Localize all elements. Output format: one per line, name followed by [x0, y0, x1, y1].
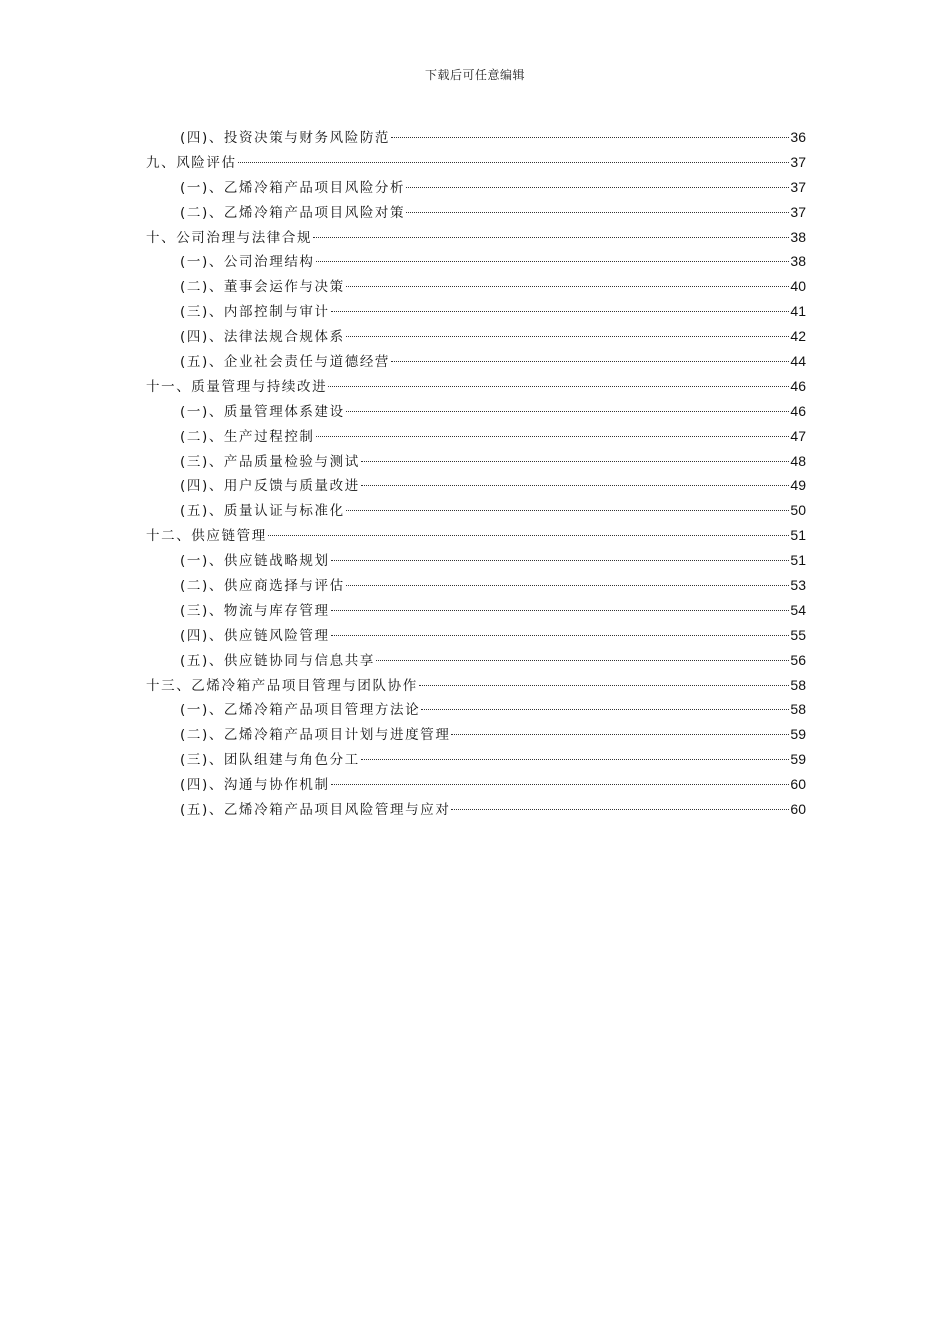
- toc-section-entry[interactable]: [146, 473, 806, 498]
- toc-section-entry[interactable]: [146, 548, 806, 573]
- toc-page-number: 58: [790, 701, 806, 718]
- toc-entry-title: 十一、质量管理与持续改进: [146, 378, 328, 395]
- toc-entry-title: (二)、供应商选择与评估: [180, 578, 345, 595]
- toc-page-number: 41: [790, 303, 806, 320]
- toc-dot-leader: [331, 635, 790, 636]
- toc-dot-leader: [268, 535, 790, 536]
- toc-dot-leader: [346, 286, 790, 287]
- toc-section-entry[interactable]: [146, 573, 806, 598]
- toc-chapter-entry[interactable]: [146, 673, 806, 698]
- toc-dot-leader: [361, 485, 790, 486]
- toc-dot-leader: [451, 809, 789, 810]
- toc-chapter-entry[interactable]: [146, 150, 806, 175]
- toc-entry-title: (四)、投资决策与财务风险防范: [180, 130, 391, 146]
- toc-entry-title: (五)、企业社会责任与道德经营: [180, 354, 391, 371]
- toc-section-entry[interactable]: [146, 722, 806, 747]
- toc-entry-title: (三)、产品质量检验与测试: [180, 453, 360, 470]
- toc-section-entry[interactable]: [146, 349, 806, 374]
- toc-page-number: 60: [790, 776, 806, 793]
- toc-section-entry[interactable]: [146, 299, 806, 324]
- toc-page-number: 58: [790, 676, 806, 693]
- toc-section-entry[interactable]: [146, 125, 806, 150]
- toc-entry-title: (一)、乙烯冷箱产品项目风险分析: [180, 179, 406, 196]
- toc-page-number: 59: [790, 751, 806, 768]
- toc-page-number: 37: [790, 178, 806, 195]
- toc-dot-leader: [328, 386, 789, 387]
- toc-entry-title: (五)、乙烯冷箱产品项目风险管理与应对: [180, 802, 451, 819]
- toc-section-entry[interactable]: [146, 324, 806, 349]
- toc-page-number: 40: [790, 278, 806, 295]
- toc-entry-title: (三)、内部控制与审计: [180, 304, 330, 321]
- toc-dot-leader: [406, 187, 789, 188]
- toc-page-number: 49: [790, 477, 806, 494]
- toc-section-entry[interactable]: [146, 200, 806, 225]
- toc-section-entry[interactable]: [146, 648, 806, 673]
- toc-section-entry[interactable]: [146, 249, 806, 274]
- toc-entry-title: (四)、用户反馈与质量改进: [180, 478, 360, 495]
- toc-entry-title: (二)、乙烯冷箱产品项目风险对策: [180, 204, 406, 221]
- toc-page-number: 56: [790, 651, 806, 668]
- toc-section-entry[interactable]: [146, 623, 806, 648]
- toc-entry-title: (五)、质量认证与标准化: [180, 503, 345, 520]
- toc-entry-title: (二)、生产过程控制: [180, 428, 315, 445]
- toc-page-number: 51: [790, 527, 806, 544]
- toc-dot-leader: [313, 237, 789, 238]
- toc-entry-title: 十三、乙烯冷箱产品项目管理与团队协作: [146, 677, 418, 694]
- toc-entry-title: 十、公司治理与法律合规: [146, 229, 313, 246]
- toc-page-number: 48: [790, 452, 806, 469]
- toc-entry-title: (五)、供应链协同与信息共享: [180, 652, 375, 669]
- toc-entry-title: (一)、质量管理体系建设: [180, 403, 345, 420]
- toc-dot-leader: [316, 261, 790, 262]
- toc-page-number: 47: [790, 427, 806, 444]
- toc-page-number: 55: [790, 626, 806, 643]
- toc-dot-leader: [346, 411, 790, 412]
- toc-dot-leader: [331, 311, 790, 312]
- toc-chapter-entry[interactable]: [146, 523, 806, 548]
- toc-dot-leader: [331, 610, 790, 611]
- toc-dot-leader: [361, 759, 790, 760]
- toc-dot-leader: [346, 585, 790, 586]
- toc-dot-leader: [331, 560, 790, 561]
- toc-page-number: 50: [790, 502, 806, 519]
- toc-page-number: 54: [790, 601, 806, 618]
- toc-section-entry[interactable]: [146, 498, 806, 523]
- toc-page-number: 53: [790, 577, 806, 594]
- toc-dot-leader: [331, 784, 790, 785]
- toc-entry-title: (四)、供应链风险管理: [180, 627, 330, 644]
- toc-dot-leader: [376, 660, 789, 661]
- toc-entry-title: (一)、供应链战略规划: [180, 553, 330, 570]
- toc-dot-leader: [346, 510, 790, 511]
- toc-page-number: 60: [790, 801, 806, 818]
- toc-page-number: 38: [790, 228, 806, 245]
- toc-section-entry[interactable]: [146, 175, 806, 200]
- toc-page-number: 38: [790, 253, 806, 270]
- toc-dot-leader: [238, 162, 790, 163]
- toc-section-entry[interactable]: [146, 598, 806, 623]
- toc-page-number: 37: [790, 153, 806, 170]
- toc-dot-leader: [391, 361, 789, 362]
- toc-page-number: 51: [790, 552, 806, 569]
- toc-section-entry[interactable]: [146, 399, 806, 424]
- toc-page-number: 46: [790, 402, 806, 419]
- table-of-contents: [146, 125, 806, 822]
- toc-entry-title: 十二、供应链管理: [146, 528, 267, 545]
- toc-page-number: 46: [790, 377, 806, 394]
- toc-entry-title: (四)、法律法规合规体系: [180, 329, 345, 346]
- toc-section-entry[interactable]: [146, 424, 806, 449]
- toc-chapter-entry[interactable]: [146, 225, 806, 250]
- toc-dot-leader: [406, 212, 789, 213]
- toc-dot-leader: [391, 137, 789, 138]
- toc-dot-leader: [316, 436, 790, 437]
- toc-chapter-entry[interactable]: [146, 374, 806, 399]
- toc-dot-leader: [419, 685, 790, 686]
- toc-section-entry[interactable]: [146, 274, 806, 299]
- toc-section-entry[interactable]: [146, 797, 806, 822]
- toc-entry-title: (三)、团队组建与角色分工: [180, 752, 360, 769]
- toc-page-number: 37: [790, 203, 806, 220]
- toc-section-entry[interactable]: [146, 772, 806, 797]
- toc-dot-leader: [451, 734, 789, 735]
- toc-entry-title: 九、风险评估: [146, 154, 237, 171]
- toc-page-number: 44: [790, 353, 806, 370]
- toc-entry-title: (一)、公司治理结构: [180, 254, 315, 271]
- toc-entry-title: (四)、沟通与协作机制: [180, 777, 330, 794]
- toc-entry-title: (二)、董事会运作与决策: [180, 279, 345, 296]
- toc-entry-title: (一)、乙烯冷箱产品项目管理方法论: [180, 702, 421, 719]
- toc-dot-leader: [361, 461, 790, 462]
- toc-page-number: 59: [790, 726, 806, 743]
- toc-entry-title: (三)、物流与库存管理: [180, 602, 330, 619]
- toc-section-entry[interactable]: [146, 697, 806, 722]
- toc-section-entry[interactable]: [146, 449, 806, 474]
- toc-dot-leader: [346, 336, 790, 337]
- toc-section-entry[interactable]: [146, 747, 806, 772]
- toc-entry-title: (二)、乙烯冷箱产品项目计划与进度管理: [180, 727, 451, 744]
- page-header: 下载后可任意编辑: [424, 68, 525, 82]
- toc-dot-leader: [421, 709, 789, 710]
- toc-page-number: 36: [790, 129, 806, 145]
- toc-page-number: 42: [790, 328, 806, 345]
